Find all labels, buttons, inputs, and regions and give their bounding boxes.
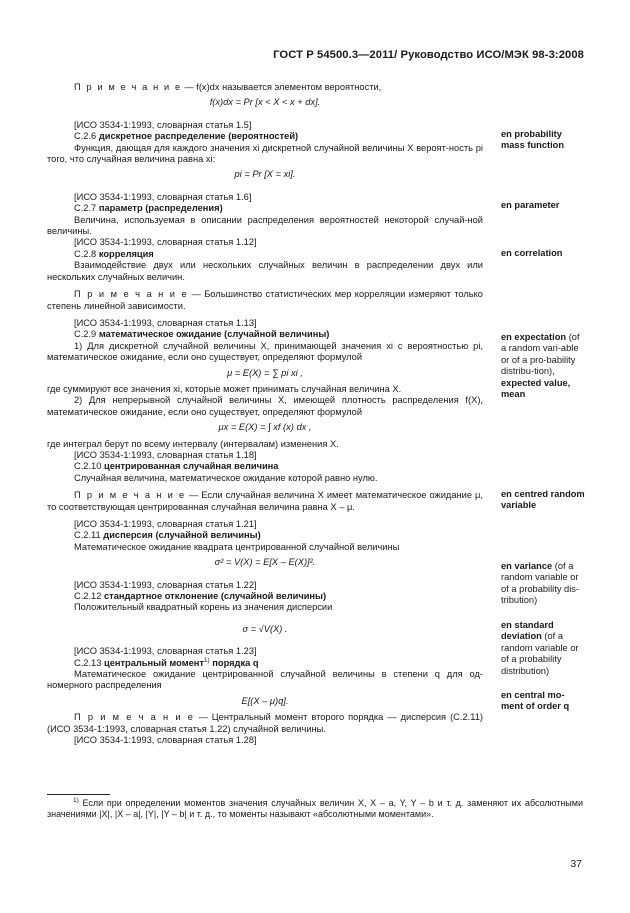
definition-c-2-9-item-1: 1) Для дискретной случайной величины X, принимающей значения xi с вероятностью pi, математическое ожидание, если оно существует, определяют формулой <box>47 340 483 363</box>
term-number: C.2.12 <box>74 591 102 602</box>
en-term-c-2-9 <box>501 332 585 400</box>
text-c-2-9-after-2: где интеграл берут по всему интервалу (интервалам) изменения X. <box>47 438 339 449</box>
term-title: параметр (распределения) <box>98 203 223 214</box>
en-term-text: en central mo-ment of order q <box>501 690 570 712</box>
footnote-mark: 1) <box>73 797 79 804</box>
en-term-text: en centred random variable <box>501 489 585 511</box>
footnote <box>47 798 583 821</box>
formula-c-2-9-continuous: μx = E(X) = ∫ xf (x) dx , <box>218 422 312 433</box>
definition-c-2-7: Величина, используемая в описании распределения вероятностей некоторой случай-ной величины. <box>47 214 483 237</box>
en-term-c-2-6 <box>501 129 585 152</box>
formula-c-2-9-discrete: μ = E(X) = ∑ pi xi , <box>227 367 303 378</box>
en-term-text: en expectation <box>501 332 567 342</box>
term-c-2-7 <box>47 203 483 214</box>
formula-c-2-13: E[(X – μ)q]. <box>241 695 289 706</box>
term-title: дисперсия (случайной величины) <box>103 530 261 541</box>
en-term-text: en correlation <box>501 248 563 258</box>
reference-1-12: [ИСО 3534-1:1993, словарная статья 1.12] <box>74 237 257 248</box>
term-number: C.2.8 <box>74 248 97 259</box>
definition-c-2-13: Математическое ожидание центрированной случайной величины в степени q для од-номерного распределения <box>47 669 483 691</box>
en-term-c-2-10 <box>501 489 585 512</box>
note-text: — Большинство статистических мер корреляции измеряют только степень линейной зависимости. <box>47 289 483 311</box>
note-label: П р и м е ч а н и е <box>74 82 182 92</box>
note-label: П р и м е ч а н и е <box>74 490 186 501</box>
footnote-mark: 1) <box>203 656 210 664</box>
definition-c-2-10: Случайная величина, математическое ожидание которой равно нулю. <box>74 472 378 483</box>
term-c-2-11 <box>47 530 483 541</box>
note-label: П р и м е ч а н и е <box>74 712 195 723</box>
en-term-text: en standard deviation <box>501 620 554 642</box>
term-number: C.2.9 <box>74 329 97 340</box>
note-element-of-probability <box>47 82 483 93</box>
en-term-text: en parameter <box>501 200 560 210</box>
formula-c-2-6: pi = Pr [X = xi]. <box>234 169 296 180</box>
en-term-c-2-8 <box>501 248 585 259</box>
note-c-2-10 <box>47 490 483 513</box>
term-c-2-6 <box>47 131 483 142</box>
note-c-2-13 <box>47 712 483 735</box>
term-title: стандартное отклонение (случайной величины) <box>104 591 327 602</box>
note-text: — f(x)dx называется элементом вероятности, <box>184 82 382 92</box>
en-term-qualifier: (of a random variable or of a probability dis-tribution) <box>501 561 580 606</box>
reference-1-18: [ИСО 3534-1:1993, словарная статья 1.18] <box>74 449 257 460</box>
page-header-title: ГОСТ Р 54500.3—2011/ Руководство ИСО/МЭК 98-3:2008 <box>273 49 584 61</box>
term-number: C.2.6 <box>74 131 97 142</box>
term-title: центральный момент <box>104 657 204 668</box>
term-c-2-10 <box>47 461 483 472</box>
term-number: C.2.10 <box>74 461 102 472</box>
term-title: центрированная случайная величина <box>104 461 279 472</box>
term-number: C.2.13 <box>74 657 102 668</box>
en-term-qualifier: (of a random variable or of a probability distribution) <box>501 631 579 676</box>
en-term-c-2-12 <box>501 620 585 677</box>
en-term-text: en probability mass function <box>501 129 565 151</box>
en-term-alt: expected value, mean <box>501 377 571 400</box>
term-c-2-8 <box>47 249 483 260</box>
formula-c-2-12: σ = √V(X) . <box>242 623 288 634</box>
term-c-2-9 <box>47 329 483 340</box>
term-number: C.2.7 <box>74 203 97 214</box>
note-label: П р и м е ч а н и е <box>74 289 189 300</box>
formula-c-2-11: σ² = V(X) = E[X – E(X)]². <box>214 557 316 568</box>
en-term-c-2-11 <box>501 561 585 607</box>
definition-c-2-11: Математическое ожидание квадрата центрированной случайной величины <box>74 541 400 552</box>
reference-1-21: [ИСО 3534-1:1993, словарная статья 1.21] <box>74 519 257 529</box>
note-text: — Центральный момент второго порядка — дисперсия (С.2.11) (ИСО 3534-1:1993, словарная статья 1.22) случайной величины. <box>47 712 483 734</box>
term-c-2-12 <box>47 591 483 602</box>
reference-1-28: [ИСО 3534-1:1993, словарная статья 1.28] <box>74 735 257 746</box>
term-title: дискретное распределение (вероятностей) <box>98 131 299 142</box>
reference-1-22: [ИСО 3534-1:1993, словарная статья 1.22] <box>74 579 257 590</box>
footnote-divider <box>47 794 110 795</box>
definition-c-2-12: Положительный квадратный корень из значения дисперсии <box>74 602 333 613</box>
term-title: корреляция <box>98 248 154 259</box>
en-term-c-2-7 <box>501 200 585 211</box>
en-term-c-2-13 <box>501 690 585 713</box>
note-text: — Если случайная величина X имеет математическое ожидание μ, то соответствующая центрированная случайная величина равна X – μ. <box>47 490 484 512</box>
term-title-end: порядка q <box>212 657 259 668</box>
definition-c-2-9-item-2: 2) Для непрерывной случайной величины X, имеющей плотность распределения f(X), математическое ожидание, если оно существует, определяют формулой <box>47 395 483 417</box>
reference-1-23: [ИСО 3534-1:1993, словарная статья 1.23] <box>74 646 257 657</box>
page-number: 37 <box>570 858 582 870</box>
text-c-2-9-after-1: где суммируют все значения xi, которые может принимать случайная величина X. <box>47 383 402 394</box>
reference-1-13: [ИСО 3534-1:1993, словарная статья 1.13] <box>74 317 257 328</box>
formula-probability-element: f(x)dx = Pr [x < X < x + dx]. <box>209 97 321 108</box>
footnote-text: Если при определении моментов значения случайных величин X, X – a, Y, Y – b и т. д. заменяют их абсолютными значениями |X|, |X – a|, |Y|, |Y – b| и т. д., то моменты называют «абсолютными моментами». <box>47 798 583 820</box>
term-title: математическое ожидание (случайной величины) <box>98 329 330 340</box>
term-c-2-13 <box>47 658 483 669</box>
en-term-text: en variance <box>501 561 553 571</box>
definition-c-2-8: Взаимодействие двух или нескольких случайных величин в распределении двух или нескольких случайных величин. <box>47 260 483 282</box>
reference-1-5: [ИСО 3534-1:1993, словарная статья 1.5] <box>74 119 252 130</box>
en-term-qualifier: (of a random vari-able or of a pro-bability distribu-tion), <box>501 332 580 377</box>
term-number: C.2.11 <box>74 530 101 541</box>
main-text-column <box>47 82 483 747</box>
definition-c-2-6: Функция, дающая для каждого значения xi дискретной случайной величины X вероят-ность pi того, что случайная величина равна xi: <box>47 142 483 165</box>
reference-1-6: [ИСО 3534-1:1993, словарная статья 1.6] <box>74 191 252 202</box>
note-c-2-8 <box>47 289 483 312</box>
